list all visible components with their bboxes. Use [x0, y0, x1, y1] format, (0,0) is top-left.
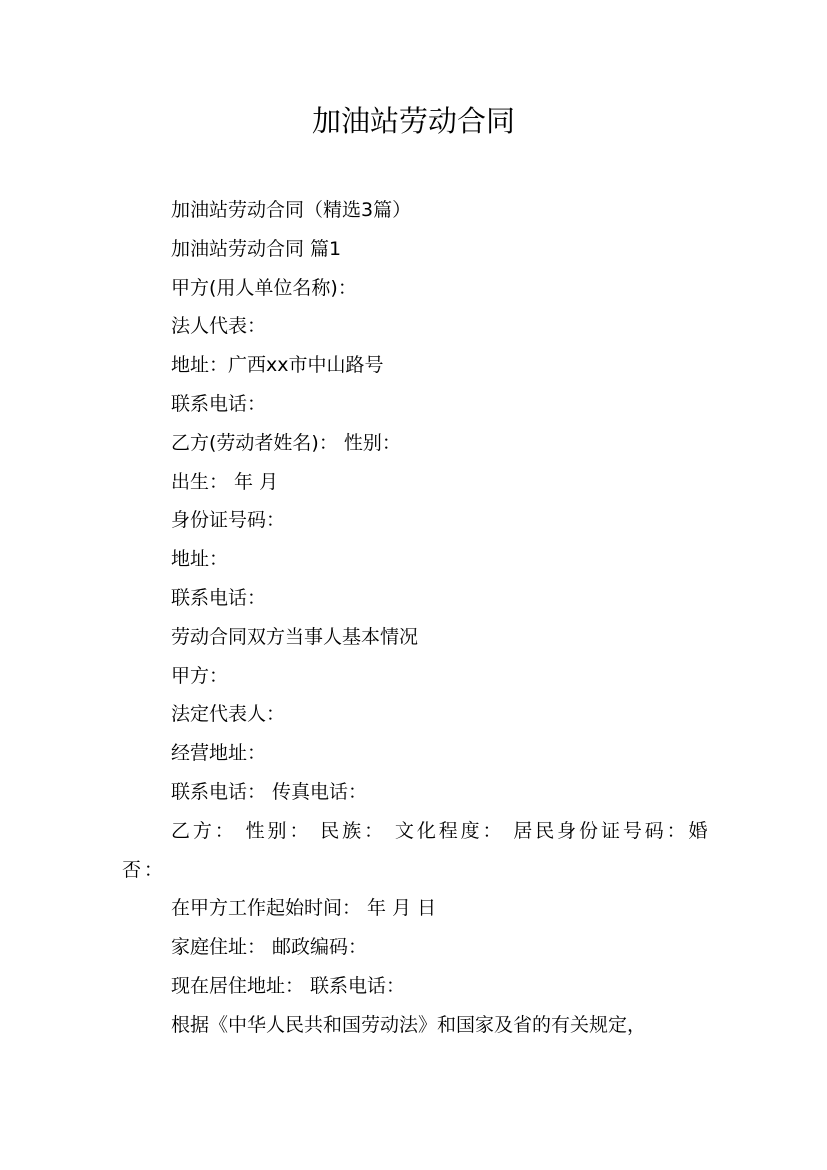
paragraph: 根据《中华人民共和国劳动法》和国家及省的有关规定，	[171, 1013, 647, 1036]
paragraph: 乙方： 性别： 民族： 文化程度： 居民身份证号码：婚否：	[122, 819, 711, 881]
paragraph: 在甲方工作起始时间： 年 月 日	[171, 897, 437, 920]
paragraph: 经营地址：	[171, 742, 267, 765]
paragraph: 加油站劳动合同（精选3篇）	[171, 199, 412, 221]
paragraph: 现在居住地址： 联系电话：	[171, 974, 406, 997]
paragraph: 联系电话：	[171, 586, 267, 609]
document-body	[122, 191, 722, 1045]
paragraph: 甲方：	[171, 664, 229, 687]
paragraph: 乙方(劳动者姓名)： 性别：	[171, 431, 401, 454]
paragraph: 联系电话：	[171, 392, 267, 415]
document-title: 加油站劳动合同	[311, 104, 515, 138]
paragraph: 加油站劳动合同 篇1	[171, 237, 342, 260]
paragraph: 地址：	[171, 548, 229, 571]
paragraph: 甲方(用人单位名称)：	[171, 276, 357, 299]
paragraph: 家庭住址： 邮政编码：	[171, 936, 368, 959]
paragraph: 身份证号码：	[171, 509, 286, 532]
paragraph: 法人代表：	[171, 315, 267, 338]
paragraph: 法定代表人：	[171, 703, 286, 726]
paragraph: 劳动合同双方当事人基本情况	[171, 625, 419, 648]
paragraph: 联系电话： 传真电话：	[171, 780, 368, 803]
paragraph: 出生： 年 月	[171, 470, 279, 493]
paragraph: 地址：广西xx市中山路号	[171, 354, 384, 377]
